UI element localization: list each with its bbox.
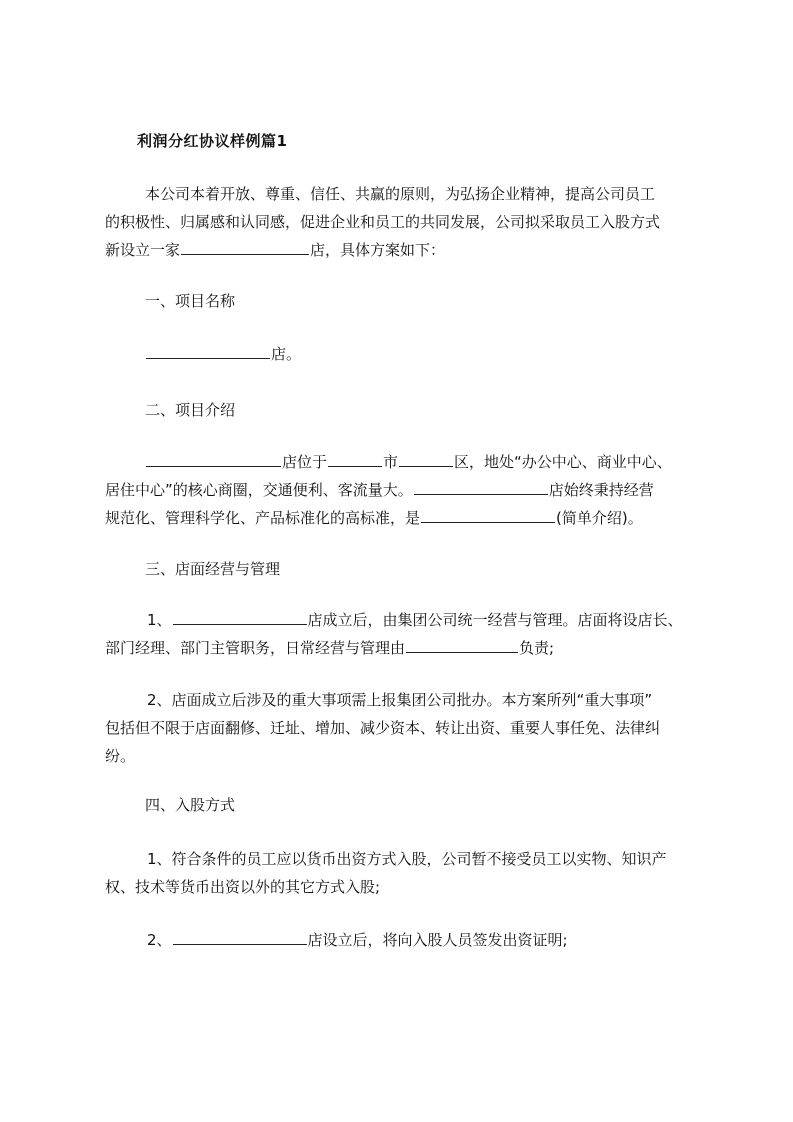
section-2-line-1-b: 市 <box>383 453 399 471</box>
section-3-item-1-number: 1、 <box>147 611 172 629</box>
section-3-item-2-line-2: 包括但不限于店面翻修、迁址、增加、减少资本、转让出资、重要人事任免、法律纠 <box>105 719 661 737</box>
section-1-text <box>145 340 645 368</box>
section-2-heading: 二、项目介绍 <box>145 401 236 419</box>
section-2-line-3-a: 规范化、管理科学化、产品标准化的高标准，是 <box>105 509 421 527</box>
section-2-line-1-c: 区，地处“办公中心、商业中心、 <box>454 453 672 471</box>
intro-line-2: 的积极性、归属感和认同感，促进企业和员工的共同发展，公司拟采取员工入股方式 <box>105 213 661 231</box>
section-3-item-1-text: 店成立后，由集团公司统一经营与管理。店面将设店长、 <box>307 611 683 629</box>
section-4-item-2-number: 2、 <box>147 931 172 949</box>
section-4-item-2 <box>105 926 705 954</box>
section-1-heading: 一、项目名称 <box>145 292 236 310</box>
document-title: 利润分红协议样例篇1 <box>137 132 288 150</box>
district-blank[interactable] <box>399 451 453 467</box>
intro-line-3-end: 店，具体方案如下： <box>310 241 446 259</box>
manager-blank[interactable] <box>406 637 518 653</box>
section-4-item-1 <box>105 845 705 901</box>
intro-paragraph <box>105 180 705 264</box>
section-2-line-1 <box>105 448 705 476</box>
section-2-line-1-a: 店位于 <box>282 453 328 471</box>
section-3-item-2-line-1: 2、店面成立后涉及的重大事项需上报集团公司批办。本方案所列“重大事项” <box>147 691 653 709</box>
section-3-item-1-line-2 <box>105 634 705 662</box>
section-1-suffix: 店。 <box>271 345 302 363</box>
intro-line-3 <box>105 236 705 264</box>
store-intro-blank[interactable] <box>146 451 281 467</box>
store-setup-blank[interactable] <box>173 929 307 945</box>
intro-line-1: 本公司本着开放、尊重、信任、共赢的原则，为弘扬企业精神，提高公司员工 <box>145 185 656 203</box>
section-2-line-3-b: (简单介绍)。 <box>556 509 643 527</box>
section-3-item-2-line-3: 纷。 <box>105 747 136 765</box>
section-2-line-2 <box>105 476 705 504</box>
section-4-item-1-line-2: 权、技术等货币出资以外的其它方式入股; <box>105 878 381 896</box>
section-3-item-1-line-1 <box>105 606 705 634</box>
store-management-blank[interactable] <box>173 609 307 625</box>
store-name-blank[interactable] <box>181 239 309 255</box>
section-3-item-2 <box>105 686 705 770</box>
city-blank[interactable] <box>328 451 382 467</box>
project-name-blank[interactable] <box>146 343 270 359</box>
section-2-line-2-a: 居住中心”的核心商圈，交通便利、客流量大。 <box>105 481 413 499</box>
section-3-heading: 三、店面经营与管理 <box>145 560 281 578</box>
section-2-line-3 <box>105 504 705 532</box>
section-4-item-2-line <box>105 926 705 954</box>
section-2-line-2-b: 店始终秉持经营 <box>548 481 654 499</box>
intro-line-3-start: 新设立一家 <box>105 241 181 259</box>
section-4-heading: 四、入股方式 <box>145 796 236 814</box>
section-3-item-1 <box>105 606 705 662</box>
section-3-item-1-line-2-a: 部门经理、部门主管职务，日常经营与管理由 <box>105 639 406 657</box>
section-1-line <box>145 340 645 368</box>
store-policy-blank[interactable] <box>414 479 548 495</box>
section-2-paragraph <box>105 448 705 532</box>
section-4-item-1-line-1: 1、符合条件的员工应以货币出资方式入股，公司暂不接受员工以实物、知识产 <box>147 850 667 868</box>
brief-intro-blank[interactable] <box>421 507 555 523</box>
section-3-item-1-line-2-b: 负责; <box>519 639 555 657</box>
section-4-item-2-text: 店设立后，将向入股人员签发出资证明; <box>307 931 568 949</box>
